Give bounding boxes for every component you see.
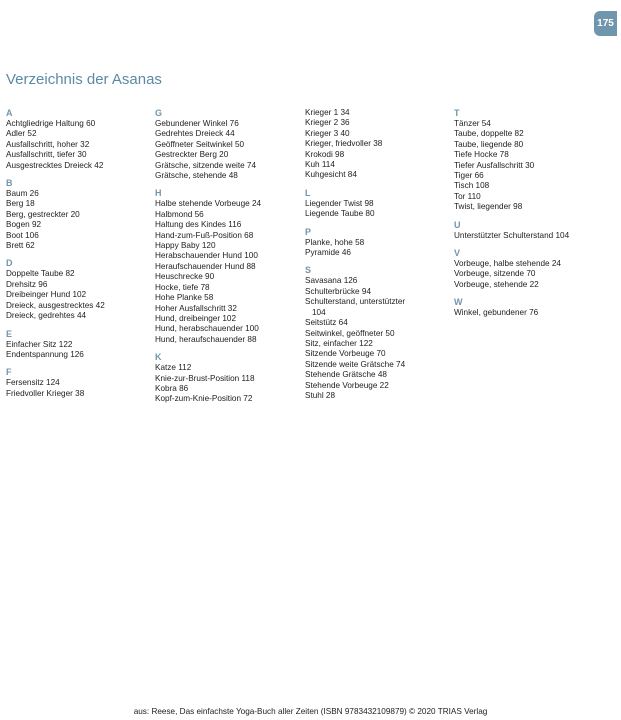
index-entry: Tisch 108 [454,181,490,191]
index-entry: Stehende Grätsche 48 [305,370,387,380]
index-entry: Vorbeuge, sitzende 70 [454,269,536,279]
section-letter: V [454,248,461,259]
section-letter: B [6,178,13,189]
index-entry: Vorbeuge, stehende 22 [454,279,539,289]
index-group [6,108,156,171]
index-entry: Dreibeinger Hund 102 [6,290,87,300]
index-entry: Twist, liegender 98 [454,202,523,212]
index-group [454,108,619,213]
index-entry: Hund, heraufschauender 88 [155,334,257,344]
index-entry: Krieger 2 36 [305,118,350,128]
index-entry: Pyramide 46 [305,248,351,258]
page-number-badge [594,11,617,36]
index-entry: Gestreckter Berg 20 [155,150,229,160]
index-entry: Baum 26 [6,189,39,199]
index-entry: Doppelte Taube 82 [6,269,75,279]
index-column-3 [305,108,455,408]
index-entry: Tor 110 [454,191,481,201]
index-entry: Tiefe Hocke 78 [454,150,509,160]
index-entry: Endentspannung 126 [6,349,84,359]
index-entry: Ausgestrecktes Dreieck 42 [6,160,104,170]
index-entry: Berg 18 [6,199,35,209]
section-letter: T [454,108,460,118]
index-entry: Ausfallschritt, hoher 32 [6,139,90,149]
index-group [6,329,156,361]
index-entry: Friedvoller Krieger 38 [6,388,85,398]
index-entry: Hoher Ausfallschritt 32 [155,303,237,313]
index-entry: Seitwinkel, geöffneter 50 [305,328,395,338]
index-entry: Halbmond 56 [155,209,204,219]
index-column-2 [155,108,305,412]
index-entry: Heraufschauender Hund 88 [155,261,256,271]
index-entry: Schulterbrücke 94 [305,286,371,296]
section-letter: D [6,258,13,269]
section-letter: W [454,297,463,308]
index-entry: Halbe stehende Vorbeuge 24 [155,199,262,209]
index-entry: Stuhl 28 [305,390,336,400]
index-entry: Kuhgesicht 84 [305,170,357,180]
index-entry: Geöffneter Seitwinkel 50 [155,139,245,149]
index-entry: Bogen 92 [6,220,42,230]
index-entry: Liegende Taube 80 [305,209,375,219]
index-group [305,188,455,220]
index-entry: Hand-zum-Fuß-Position 68 [155,230,254,240]
page-number: 175 [597,18,614,29]
index-group [454,248,619,290]
section-letter: E [6,328,13,339]
index-group [305,227,455,259]
index-entry: Taube, liegende 80 [454,139,524,149]
index-entry: Winkel, gebundener 76 [454,308,539,318]
index-group [305,265,455,401]
section-letter: K [155,352,162,363]
index-entry: Hohe Planke 58 [155,293,214,303]
index-entry: Vorbeuge, halbe stehende 24 [454,259,561,269]
section-letter: U [454,219,461,230]
section-letter: H [155,188,162,199]
index-entry: Katze 112 [155,363,192,373]
index-entry: Kopf-zum-Knie-Position 72 [155,394,253,404]
index-group [6,178,156,251]
index-group [305,108,455,181]
index-entry: Einfacher Sitz 122 [6,339,73,349]
index-entry: Hocke, tiefe 78 [155,282,210,292]
section-letter: S [305,265,312,276]
index-entry: Dreieck, ausgestrecktes 42 [6,300,105,310]
index-column-4 [454,108,619,326]
index-entry: Taube, doppelte 82 [454,129,524,139]
index-entry: Savasana 126 [305,276,358,286]
index-entry: Drehsitz 96 [6,279,48,289]
source-footer: aus: Reese, Das einfachste Yoga-Buch aller Zeiten (ISBN 9783432109879) © 2020 TRIAS Verlag [133,707,488,716]
index-entry: Tänzer 54 [454,119,491,128]
index-group [155,108,305,181]
index-group [454,297,619,318]
index-entry: Ausfallschritt, tiefer 30 [6,150,87,160]
index-entry: Boot 106 [6,230,39,240]
index-entry: Tiefer Ausfallschritt 30 [454,160,535,170]
section-letter: A [6,108,13,118]
index-entry: Happy Baby 120 [155,241,216,251]
index-entry: Grätsche, stehende 48 [155,171,238,181]
section-letter: G [155,108,163,118]
index-entry: Schulterstand, unterstützter [305,297,406,307]
section-letter: L [305,187,311,198]
section-letter: P [305,226,312,237]
index-entry: 104 [312,307,326,317]
index-entry: Heuschrecke 90 [155,272,215,282]
index-entry: Krieger 3 40 [305,128,350,138]
index-entry: Liegender Twist 98 [305,198,374,208]
index-entry: Herabschauender Hund 100 [155,251,258,261]
index-group [6,258,156,321]
index-entry: Sitzende weite Grätsche 74 [305,359,406,369]
index-entry: Planke, hohe 58 [305,237,365,247]
index-entry: Krieger 1 34 [305,108,350,117]
index-entry: Sitzende Vorbeuge 70 [305,349,386,359]
index-entry: Stehende Vorbeuge 22 [305,380,389,390]
index-entry: Fersensitz 124 [6,378,60,388]
index-group [6,367,156,399]
index-entry: Unterstützter Schulterstand 104 [454,230,570,240]
index-entry: Dreieck, gedrehtes 44 [6,311,87,321]
index-entry: Haltung des Kindes 116 [155,220,242,230]
index-entry: Kuh 114 [305,160,335,170]
page-title: Verzeichnis der Asanas [6,71,162,88]
index-group [155,352,305,405]
index-entry: Hund, herabschauender 100 [155,324,259,334]
index-entry: Gebundener Winkel 76 [155,119,239,128]
index-entry: Hund, dreibeinger 102 [155,313,237,323]
index-group [155,188,305,345]
index-group [454,220,619,241]
index-entry: Gedrehtes Dreieck 44 [155,129,235,139]
index-entry: Knie-zur-Brust-Position 118 [155,373,255,383]
index-entry: Achtgliedrige Haltung 60 [6,119,96,128]
index-entry: Seitstütz 64 [305,318,348,328]
index-entry: Grätsche, sitzende weite 74 [155,160,257,170]
section-letter: F [6,367,12,378]
index-column-1 [6,108,156,406]
index-entry: Brett 62 [6,241,35,251]
index-entry: Krieger, friedvoller 38 [305,139,383,149]
index-entry: Kobra 86 [155,383,189,393]
index-entry: Krokodi 98 [305,149,345,159]
index-entry: Tiger 66 [454,171,484,181]
index-entry: Adler 52 [6,129,37,139]
index-entry: Berg, gestreckter 20 [6,209,80,219]
index-entry: Sitz, einfacher 122 [305,338,373,348]
